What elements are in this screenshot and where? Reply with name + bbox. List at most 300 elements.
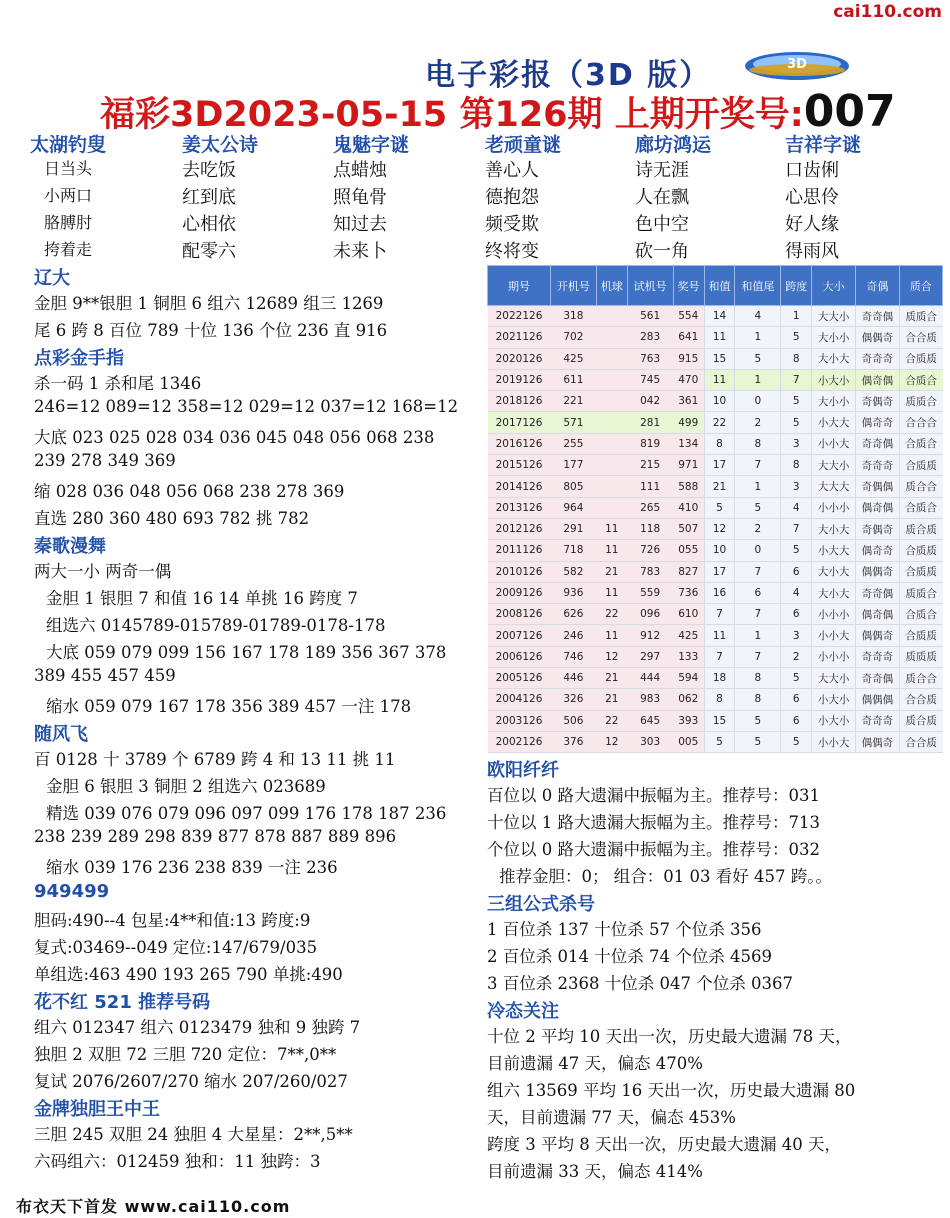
table-cell: 8 — [735, 433, 781, 454]
table-cell — [596, 391, 627, 412]
table-cell: 2013126 — [488, 497, 551, 518]
table-cell: 2004126 — [488, 689, 551, 710]
table-row — [488, 582, 943, 603]
table-row — [488, 306, 943, 327]
riddle-item: 配零六 — [182, 241, 236, 262]
table-cell: 7 — [735, 561, 781, 582]
table-cell: 合质质 — [899, 561, 942, 582]
table-cell: 大大小 — [812, 455, 856, 476]
table-cell: 小大小 — [812, 369, 856, 390]
table-cell: 645 — [627, 710, 673, 731]
table-header-row — [488, 266, 943, 306]
section-line: 尾 6 跨 8 百位 789 十位 136 个位 236 直 916 — [34, 321, 388, 340]
table-cell: 21 — [596, 689, 627, 710]
table-row — [488, 540, 943, 561]
section-line: 389 455 457 459 — [34, 666, 176, 685]
table-cell: 2003126 — [488, 710, 551, 731]
table-cell: 11 — [596, 625, 627, 646]
table-cell: 297 — [627, 646, 673, 667]
table-cell: 质质合 — [899, 582, 942, 603]
table-cell: 偶偶奇 — [856, 625, 900, 646]
table-cell: 2021126 — [488, 327, 551, 348]
table-header-cell: 期号 — [488, 266, 551, 306]
section-line: 239 278 349 369 — [34, 451, 176, 470]
table-cell: 5 — [781, 540, 812, 561]
table-cell: 783 — [627, 561, 673, 582]
table-cell: 2010126 — [488, 561, 551, 582]
table-cell: 4 — [781, 497, 812, 518]
table-cell: 奇奇奇 — [856, 348, 900, 369]
section-title: 949499 — [34, 881, 110, 902]
table-cell: 15 — [704, 348, 735, 369]
table-cell: 827 — [673, 561, 704, 582]
table-cell: 559 — [627, 582, 673, 603]
section-line: 246=12 089=12 358=12 029=12 037=12 168=12 — [34, 397, 459, 416]
section-line: 1 百位杀 137 十位杀 57 个位杀 356 — [487, 920, 762, 939]
table-cell: 奇奇奇 — [856, 646, 900, 667]
section-line: 缩水 059 079 167 178 356 389 457 一注 178 — [46, 697, 412, 716]
section-line: 百位以 0 路大遗漏中振幅为主。推荐号：031 — [487, 786, 820, 805]
table-cell: 小小大 — [812, 625, 856, 646]
table-cell: 大小大 — [812, 518, 856, 539]
table-cell — [596, 348, 627, 369]
table-cell: 111 — [627, 476, 673, 497]
section-title: 欧阳纤纤 — [487, 760, 559, 781]
table-cell: 5 — [735, 497, 781, 518]
table-row — [488, 348, 943, 369]
table-cell: 2 — [781, 646, 812, 667]
table-cell: 915 — [673, 348, 704, 369]
table-cell: 8 — [735, 668, 781, 689]
table-header-cell: 跨度 — [781, 266, 812, 306]
table-cell: 5 — [704, 497, 735, 518]
section-line: 天，目前遗漏 77 天，偏态 453% — [487, 1108, 736, 1127]
table-cell — [596, 369, 627, 390]
table-cell: 1 — [735, 476, 781, 497]
table-cell: 15 — [704, 710, 735, 731]
table-cell: 571 — [550, 412, 596, 433]
logo-text: 3D — [787, 57, 807, 72]
table-cell: 小大小 — [812, 710, 856, 731]
table-cell: 376 — [550, 731, 596, 752]
table-cell: 005 — [673, 731, 704, 752]
table-cell: 5 — [781, 412, 812, 433]
table-cell: 11 — [596, 582, 627, 603]
table-cell: 805 — [550, 476, 596, 497]
table-cell: 5 — [735, 731, 781, 752]
riddle-item: 频受欺 — [485, 214, 539, 235]
table-cell: 8 — [704, 433, 735, 454]
table-cell: 奇奇偶 — [856, 433, 900, 454]
table-cell: 134 — [673, 433, 704, 454]
table-cell: 936 — [550, 582, 596, 603]
riddle-item: 小两口 — [44, 186, 93, 205]
last-draw-number: 007 — [803, 86, 896, 137]
table-cell: 7 — [704, 646, 735, 667]
table-cell: 合质质 — [899, 540, 942, 561]
table-cell: 118 — [627, 518, 673, 539]
table-cell: 21 — [596, 561, 627, 582]
table-cell: 5 — [781, 731, 812, 752]
table-cell — [596, 433, 627, 454]
headline-text: 福彩3D2023-05-15 第126期 上期开奖号: — [100, 95, 804, 135]
table-header-cell: 奇偶 — [856, 266, 900, 306]
table-cell: 446 — [550, 668, 596, 689]
table-cell: 470 — [673, 369, 704, 390]
table-cell: 393 — [673, 710, 704, 731]
table-cell: 大小大 — [812, 348, 856, 369]
table-cell: 2007126 — [488, 625, 551, 646]
table-cell: 22 — [596, 604, 627, 625]
table-header-cell: 机球 — [596, 266, 627, 306]
table-cell: 质质合 — [899, 391, 942, 412]
riddle-item: 好人缘 — [785, 214, 839, 235]
table-cell: 291 — [550, 518, 596, 539]
table-cell: 1 — [735, 625, 781, 646]
riddle-column — [182, 130, 332, 264]
table-cell: 7 — [735, 604, 781, 625]
table-cell: 746 — [550, 646, 596, 667]
table-cell: 偶奇偶 — [856, 497, 900, 518]
riddle-item: 善心人 — [485, 160, 539, 181]
right-column — [487, 756, 937, 1185]
table-cell: 奇偶奇 — [856, 518, 900, 539]
table-cell: 0 — [735, 540, 781, 561]
table-cell: 5 — [735, 348, 781, 369]
table-cell: 582 — [550, 561, 596, 582]
table-cell: 055 — [673, 540, 704, 561]
table-cell — [596, 327, 627, 348]
section-line: 跨度 3 平均 8 天出一次，历史最大遗漏 40 天， — [487, 1135, 841, 1154]
table-cell: 1 — [735, 369, 781, 390]
table-cell: 3 — [781, 476, 812, 497]
table-row — [488, 391, 943, 412]
table-cell: 2009126 — [488, 582, 551, 603]
table-cell: 合质合 — [899, 433, 942, 454]
table-cell: 2015126 — [488, 455, 551, 476]
table-cell: 425 — [673, 625, 704, 646]
riddle-item: 终将变 — [485, 241, 539, 262]
table-cell: 444 — [627, 668, 673, 689]
section-line: 十位 2 平均 10 天出一次，历史最大遗漏 78 天， — [487, 1027, 852, 1046]
table-cell: 561 — [627, 306, 673, 327]
section-line: 2 百位杀 014 十位杀 74 个位杀 4569 — [487, 947, 772, 966]
table-cell: 7 — [735, 646, 781, 667]
table-cell: 3 — [781, 433, 812, 454]
table-cell — [596, 476, 627, 497]
table-cell: 410 — [673, 497, 704, 518]
table-cell: 2020126 — [488, 348, 551, 369]
riddle-item: 挎着走 — [44, 240, 93, 259]
section-line: 金胆 6 银胆 3 铜胆 2 组选六 023689 — [46, 777, 326, 796]
table-cell: 8 — [704, 689, 735, 710]
table-cell: 745 — [627, 369, 673, 390]
left-column — [34, 264, 474, 1175]
table-cell: 8 — [735, 689, 781, 710]
table-cell: 2006126 — [488, 646, 551, 667]
table-cell: 质合质 — [899, 710, 942, 731]
site-url[interactable]: cai110.com — [833, 2, 942, 22]
table-cell: 2019126 — [488, 369, 551, 390]
table-cell: 合合质 — [899, 689, 942, 710]
riddle-item: 色中空 — [635, 214, 689, 235]
riddle-item: 红到底 — [182, 187, 236, 208]
table-cell: 2008126 — [488, 604, 551, 625]
section-line: 目前遗漏 47 天，偏态 470% — [487, 1054, 703, 1073]
section-line: 缩水 039 176 236 238 839 一注 236 — [46, 858, 338, 877]
table-cell: 大小小 — [812, 327, 856, 348]
history-table — [487, 265, 943, 753]
section-line: 3 百位杀 2368 十位杀 047 个位杀 0367 — [487, 974, 793, 993]
table-cell: 303 — [627, 731, 673, 752]
table-cell: 971 — [673, 455, 704, 476]
table-cell: 507 — [673, 518, 704, 539]
table-cell: 质质质 — [899, 646, 942, 667]
table-cell — [596, 412, 627, 433]
riddle-author: 吉祥字谜 — [785, 134, 862, 156]
table-row — [488, 604, 943, 625]
riddle-item: 心相依 — [182, 214, 236, 235]
table-cell: 质质合 — [899, 306, 942, 327]
riddle-item: 照龟骨 — [333, 187, 387, 208]
table-cell: 255 — [550, 433, 596, 454]
table-cell: 626 — [550, 604, 596, 625]
table-cell: 奇奇偶 — [856, 582, 900, 603]
table-cell: 2 — [735, 518, 781, 539]
table-cell: 718 — [550, 540, 596, 561]
table-cell: 819 — [627, 433, 673, 454]
riddle-item: 德抱怨 — [485, 187, 539, 208]
riddle-item: 心思伶 — [785, 187, 839, 208]
section-title: 秦歌漫舞 — [34, 536, 106, 557]
table-cell — [596, 455, 627, 476]
table-row — [488, 369, 943, 390]
riddle-author: 鬼魅字谜 — [333, 134, 410, 156]
table-row — [488, 561, 943, 582]
table-cell: 5 — [735, 710, 781, 731]
section-line: 百 0128 十 3789 个 6789 跨 4 和 13 11 挑 11 — [34, 750, 396, 769]
table-row — [488, 455, 943, 476]
table-cell: 偶偶偶 — [856, 689, 900, 710]
table-cell: 594 — [673, 668, 704, 689]
section-line: 胆码:490--4 包星:4**和值:13 跨度:9 — [34, 911, 311, 930]
section-line: 独胆 2 双胆 72 三胆 720 定位：7**,0** — [34, 1045, 337, 1064]
table-cell: 983 — [627, 689, 673, 710]
table-cell: 964 — [550, 497, 596, 518]
page-title: 电子彩报（3D 版） — [425, 58, 712, 93]
table-cell: 合质合 — [899, 497, 942, 518]
section-line: 金胆 1 银胆 7 和值 16 14 单挑 16 跨度 7 — [46, 589, 358, 608]
table-row — [488, 689, 943, 710]
table-cell: 763 — [627, 348, 673, 369]
riddle-item: 胳膊肘 — [44, 213, 93, 232]
section-line: 推荐金胆：0； 组合：01 03 看好 457 跨。。 — [499, 867, 832, 886]
section-title: 花不红 521 推荐号码 — [34, 992, 211, 1013]
table-header-cell: 开机号 — [550, 266, 596, 306]
riddle-item: 砍一角 — [635, 241, 689, 262]
section-line: 大底 023 025 028 034 036 045 048 056 068 238 — [34, 428, 435, 447]
table-row — [488, 476, 943, 497]
table-cell: 合合合 — [899, 412, 942, 433]
table-cell: 326 — [550, 689, 596, 710]
riddle-item: 诗无涯 — [635, 160, 689, 181]
table-cell: 588 — [673, 476, 704, 497]
section-line: 杀一码 1 杀和尾 1346 — [34, 374, 202, 393]
table-cell: 22 — [704, 412, 735, 433]
table-cell: 702 — [550, 327, 596, 348]
table-cell: 质合合 — [899, 668, 942, 689]
table-cell: 质合质 — [899, 518, 942, 539]
table-cell: 偶偶奇 — [856, 327, 900, 348]
table-cell: 5 — [781, 668, 812, 689]
section-title: 三组公式杀号 — [487, 894, 595, 915]
riddle-author: 老顽童谜 — [485, 134, 562, 156]
table-cell: 2002126 — [488, 731, 551, 752]
section-line: 大底 059 079 099 156 167 178 189 356 367 378 — [46, 643, 447, 662]
riddle-author: 姜太公诗 — [182, 134, 259, 156]
section-line: 组选六 0145789-015789-01789-0178-178 — [46, 616, 386, 635]
table-cell: 7 — [735, 455, 781, 476]
table-cell: 5 — [781, 391, 812, 412]
table-cell: 大大大 — [812, 476, 856, 497]
lottery-logo-icon — [742, 40, 852, 86]
table-cell: 11 — [596, 518, 627, 539]
riddle-column — [333, 130, 483, 264]
table-header-cell: 奖号 — [673, 266, 704, 306]
section-line: 复式:03469--049 定位:147/679/035 — [34, 938, 318, 957]
table-cell: 2012126 — [488, 518, 551, 539]
table-row — [488, 731, 943, 752]
table-cell: 2005126 — [488, 668, 551, 689]
riddle-item: 去吃饭 — [182, 160, 236, 181]
table-cell: 奇奇奇 — [856, 455, 900, 476]
table-cell: 偶偶奇 — [856, 561, 900, 582]
table-row — [488, 710, 943, 731]
table-cell: 506 — [550, 710, 596, 731]
table-cell: 大大小 — [812, 306, 856, 327]
section-line: 238 239 289 298 839 877 878 887 889 896 — [34, 827, 397, 846]
table-cell: 12 — [704, 518, 735, 539]
table-header-cell: 和值 — [704, 266, 735, 306]
table-cell: 合质合 — [899, 604, 942, 625]
section-line: 直选 280 360 480 693 782 挑 782 — [34, 509, 310, 528]
table-cell: 17 — [704, 561, 735, 582]
table-cell: 14 — [704, 306, 735, 327]
table-cell: 小大小 — [812, 689, 856, 710]
section-line: 缩 028 036 048 056 068 238 278 369 — [34, 482, 345, 501]
table-cell: 281 — [627, 412, 673, 433]
table-cell: 0 — [735, 391, 781, 412]
table-cell: 11 — [596, 540, 627, 561]
table-cell: 554 — [673, 306, 704, 327]
table-cell: 499 — [673, 412, 704, 433]
table-header-cell: 试机号 — [627, 266, 673, 306]
table-cell — [596, 497, 627, 518]
table-cell: 偶奇偶 — [856, 604, 900, 625]
riddle-item: 知过去 — [333, 214, 387, 235]
table-cell: 425 — [550, 348, 596, 369]
table-cell: 22 — [596, 710, 627, 731]
section-line: 金胆 9**银胆 1 铜胆 6 组六 12689 组三 1269 — [34, 294, 384, 313]
table-cell: 6 — [781, 689, 812, 710]
table-cell: 偶偶奇 — [856, 731, 900, 752]
table-cell: 912 — [627, 625, 673, 646]
table-cell: 小大大 — [812, 412, 856, 433]
section-line: 六码组六：012459 独和：11 独跨：3 — [34, 1152, 321, 1171]
riddle-item: 人在飘 — [635, 187, 689, 208]
table-cell: 2011126 — [488, 540, 551, 561]
table-row — [488, 668, 943, 689]
riddle-item: 未来卜 — [333, 241, 387, 262]
table-cell: 合合质 — [899, 327, 942, 348]
table-cell: 283 — [627, 327, 673, 348]
table-cell: 318 — [550, 306, 596, 327]
table-row — [488, 518, 943, 539]
table-cell: 6 — [781, 604, 812, 625]
table-cell: 610 — [673, 604, 704, 625]
table-cell: 奇偶偶 — [856, 476, 900, 497]
table-cell: 611 — [550, 369, 596, 390]
table-cell: 奇奇偶 — [856, 306, 900, 327]
table-cell: 361 — [673, 391, 704, 412]
table-cell: 10 — [704, 540, 735, 561]
table-cell: 大小大 — [812, 561, 856, 582]
table-row — [488, 625, 943, 646]
table-cell: 221 — [550, 391, 596, 412]
section-line: 组六 012347 组六 0123479 独和 9 独跨 7 — [34, 1018, 361, 1037]
table-row — [488, 433, 943, 454]
table-cell: 2 — [735, 412, 781, 433]
section-title: 金牌独胆王中王 — [34, 1099, 160, 1120]
table-cell: 大大小 — [812, 668, 856, 689]
table-cell: 062 — [673, 689, 704, 710]
table-cell: 265 — [627, 497, 673, 518]
table-cell: 小小小 — [812, 646, 856, 667]
table-cell: 6 — [781, 561, 812, 582]
table-cell: 8 — [781, 348, 812, 369]
riddle-author: 太湖钓叟 — [30, 134, 107, 156]
table-cell: 合质质 — [899, 625, 942, 646]
table-cell: 合质质 — [899, 348, 942, 369]
table-header-cell: 质合 — [899, 266, 942, 306]
table-header-cell: 和值尾 — [735, 266, 781, 306]
table-cell: 小小小 — [812, 497, 856, 518]
table-cell: 215 — [627, 455, 673, 476]
table-cell: 奇奇偶 — [856, 668, 900, 689]
footer[interactable]: 布衣天下首发 www.cai110.com — [16, 1197, 291, 1216]
table-cell: 小大大 — [812, 540, 856, 561]
riddle-item: 日当头 — [44, 159, 93, 178]
table-cell: 6 — [735, 582, 781, 603]
table-cell: 2014126 — [488, 476, 551, 497]
table-cell: 2022126 — [488, 306, 551, 327]
table-cell: 736 — [673, 582, 704, 603]
table-cell: 1 — [735, 327, 781, 348]
riddle-column — [485, 130, 635, 264]
table-cell: 042 — [627, 391, 673, 412]
table-cell: 096 — [627, 604, 673, 625]
table-cell: 1 — [781, 306, 812, 327]
table-row — [488, 412, 943, 433]
table-cell: 18 — [704, 668, 735, 689]
section-line: 单组选:463 490 193 265 790 单挑:490 — [34, 965, 343, 984]
section-title: 辽大 — [34, 268, 70, 289]
riddle-column — [30, 130, 180, 264]
table-cell: 2016126 — [488, 433, 551, 454]
riddle-author: 廊坊鸿运 — [635, 134, 712, 156]
table-cell: 小小小 — [812, 604, 856, 625]
section-line: 组六 13569 平均 16 天出一次，历史最大遗漏 80 — [487, 1081, 856, 1100]
